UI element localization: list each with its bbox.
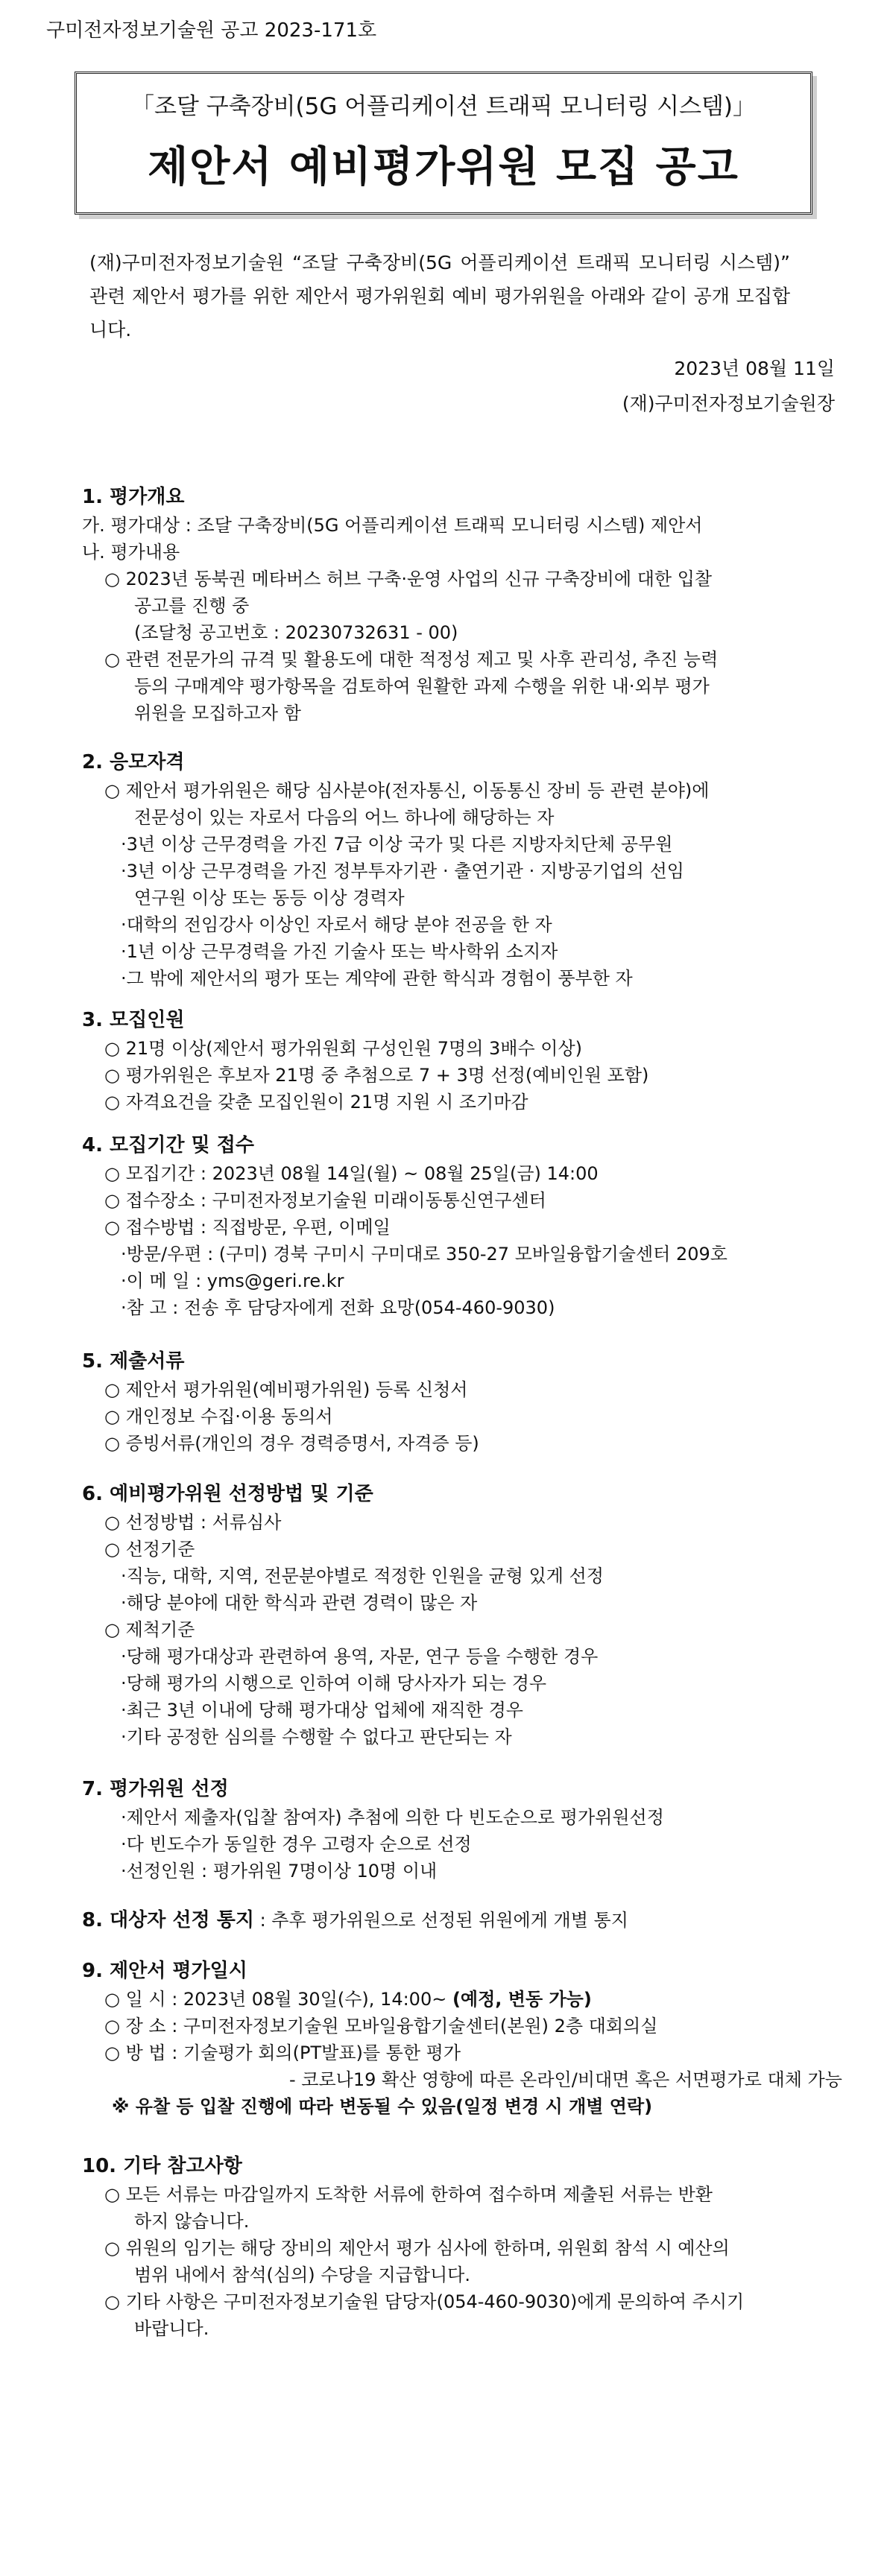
section-10-heading: 10. 기타 참고사항: [82, 2155, 242, 2177]
s2-item-e: ·1년 이상 근무경력을 가진 기술사 또는 박사학위 소지자: [121, 941, 558, 962]
s4-item-e: ·이 메 일 : yms@geri.re.kr: [121, 1270, 344, 1291]
s10-item-b1: ○ 위원의 임기는 해당 장비의 제안서 평가 심사에 한하며, 위원회 참석 시 예산의: [104, 2238, 730, 2259]
s4-item-a: ○ 모집기간 : 2023년 08월 14일(월) ~ 08월 25일(금) 14:00: [104, 1163, 599, 1184]
s9-item-a: [104, 1987, 592, 2012]
s9-item-b: ○ 장 소 : 구미전자정보기술원 모바일융합기술센터(본원) 2층 대회의실: [104, 2016, 658, 2037]
s10-item-c1: ○ 기타 사항은 구미전자정보기술원 담당자(054-460-9030)에게 문의하여 주시기: [104, 2291, 745, 2312]
s10-item-b2: 범위 내에서 참석(심의) 수당을 지급합니다.: [134, 2265, 470, 2285]
title-box: [75, 72, 812, 215]
s6-item-a: ○ 선정방법 : 서류심사: [104, 1512, 282, 1533]
s6-item-c: ·직능, 대학, 지역, 전문분야별로 적정한 인원을 균형 있게 선정: [121, 1566, 604, 1586]
section-8: [82, 1908, 628, 1933]
notice-date: 2023년 08월 11일: [674, 358, 835, 379]
s10-item-a1: ○ 모든 서류는 마감일까지 도착한 서류에 한하여 접수하며 제출된 서류는 반환: [104, 2184, 713, 2205]
notice-number: 구미전자정보기술원 공고 2023-171호: [46, 19, 377, 42]
s10-item-c2: 바랍니다.: [134, 2318, 209, 2339]
intro-paragraph: (재)구미전자정보기술원 “조달 구축장비(5G 어플리케이션 트래픽 모니터링 시스템)” 관련 제안서 평가를 위한 제안서 평가위원회 예비 평가위원을 아래와 같이 공개 모집합니다.: [89, 252, 790, 341]
s7-item-c: ·선정인원 : 평가위원 7명이상 10명 이내: [121, 1861, 438, 1882]
s1-item-c3: (조달청 공고번호 : 20230732631 - 00): [134, 622, 458, 643]
s6-item-b: ○ 선정기준: [104, 1539, 195, 1560]
page-title: 제안서 예비평가위원 모집 공고: [148, 143, 739, 192]
s8-text: : 추후 평가위원으로 선정된 위원에게 개별 통지: [253, 1910, 628, 1931]
s3-item-a: ○ 21명 이상(제안서 평가위원회 구성인원 7명의 3배수 이상): [104, 1038, 583, 1059]
s3-item-c: ○ 자격요건을 갖춘 모집인원이 21명 지원 시 조기마감: [104, 1092, 528, 1113]
s6-item-g: ·당해 평가의 시행으로 인하여 이해 당사자가 되는 경우: [121, 1673, 547, 1694]
s6-item-f: ·당해 평가대상과 관련하여 용역, 자문, 연구 등을 수행한 경우: [121, 1646, 599, 1667]
s6-item-d: ·해당 분야에 대한 학식과 관련 경력이 많은 자: [121, 1592, 478, 1613]
section-7-heading: 7. 평가위원 선정: [82, 1778, 229, 1800]
s7-item-b: ·다 빈도수가 동일한 경우 고령자 순으로 선정: [121, 1834, 472, 1855]
section-8-heading: 8. 대상자 선정 통지: [82, 1909, 254, 1931]
section-2-heading: 2. 응모자격: [82, 751, 185, 773]
section-6-heading: 6. 예비평가위원 선정방법 및 기준: [82, 1483, 373, 1505]
s1-item-a: 가. 평가대상 : 조달 구축장비(5G 어플리케이션 트래픽 모니터링 시스템) 제안서: [82, 515, 703, 536]
title-subtitle: 「조달 구축장비(5G 어플리케이션 트래픽 모니터링 시스템)」: [130, 93, 756, 120]
s1-item-d1: ○ 관련 전문가의 규격 및 활용도에 대한 적정성 제고 및 사후 관리성, 추진 능력: [104, 649, 719, 670]
s2-item-f: ·그 밖에 제안서의 평가 또는 계약에 관한 학식과 경험이 풍부한 자: [121, 968, 633, 989]
s3-item-b: ○ 평가위원은 후보자 21명 중 추첨으로 7 + 3명 선정(예비인원 포함): [104, 1065, 649, 1086]
s1-item-c1: ○ 2023년 동북권 메타버스 허브 구축·운영 사업의 신규 구축장비에 대한 입찰: [104, 569, 713, 589]
s9-notice: ※ 유찰 등 입찰 진행에 따라 변동될 수 있음(일정 변경 시 개별 연락): [112, 2096, 653, 2117]
s5-item-a: ○ 제안서 평가위원(예비평가위원) 등록 신청서: [104, 1379, 468, 1400]
s2-item-a2: 전문성이 있는 자로서 다음의 어느 하나에 해당하는 자: [134, 807, 555, 828]
section-5-heading: 5. 제출서류: [82, 1350, 185, 1373]
section-1-heading: 1. 평가개요: [82, 486, 185, 508]
s5-item-b: ○ 개인정보 수집·이용 동의서: [104, 1406, 333, 1427]
s9-item-a-note: (예정, 변동 가능): [452, 1989, 592, 2010]
s2-item-c2: 연구원 이상 또는 동등 이상 경력자: [134, 887, 405, 908]
s2-item-c1: ·3년 이상 근무경력을 가진 정부투자기관 · 출연기관 · 지방공기업의 선임: [121, 861, 684, 882]
s6-item-i: ·기타 공정한 심의를 수행할 수 없다고 판단되는 자: [121, 1727, 512, 1747]
s10-item-a2: 하지 않습니다.: [134, 2211, 250, 2232]
s2-item-b: ·3년 이상 근무경력을 가진 7급 이상 국가 및 다른 지방자치단체 공무원: [121, 834, 673, 855]
s5-item-c: ○ 증빙서류(개인의 경우 경력증명서, 자격증 등): [104, 1433, 479, 1454]
s4-item-d: ·방문/우편 : (구미) 경북 구미시 구미대로 350-27 모바일융합기술센터 209호: [121, 1244, 727, 1265]
section-9-heading: 9. 제안서 평가일시: [82, 1960, 247, 1982]
s6-item-e: ○ 제척기준: [104, 1619, 195, 1640]
section-3-heading: 3. 모집인원: [82, 1009, 185, 1031]
s9-item-c: ○ 방 법 : 기술평가 회의(PT발표)를 통한 평가: [104, 2042, 461, 2063]
s9-item-a-text: ○ 일 시 : 2023년 08월 30일(수), 14:00~: [104, 1989, 452, 2010]
s4-item-b: ○ 접수장소 : 구미전자정보기술원 미래이동통신연구센터: [104, 1190, 546, 1211]
section-4-heading: 4. 모집기간 및 접수: [82, 1134, 254, 1156]
s7-item-a: ·제안서 제출자(입찰 참여자) 추첨에 의한 다 빈도순으로 평가위원선정: [121, 1807, 664, 1828]
s1-item-d3: 위원을 모집하고자 함: [134, 703, 301, 724]
s1-item-d2: 등의 구매계약 평가항목을 검토하여 원활한 과제 수행을 위한 내·외부 평가: [134, 676, 710, 697]
s4-item-c: ○ 접수방법 : 직접방문, 우편, 이메일: [104, 1217, 391, 1238]
s9-item-d: - 코로나19 확산 영향에 따른 온라인/비대면 혹은 서면평가로 대체 가능: [289, 2069, 842, 2090]
s6-item-h: ·최근 3년 이내에 당해 평가대상 업체에 재직한 경우: [121, 1700, 523, 1721]
s2-item-d: ·대학의 전임강사 이상인 자로서 해당 분야 전공을 한 자: [121, 914, 552, 935]
issuer-name: (재)구미전자정보기술원장: [622, 393, 835, 414]
s1-item-c2: 공고를 진행 중: [134, 595, 250, 616]
s2-item-a1: ○ 제안서 평가위원은 해당 심사분야(전자통신, 이동통신 장비 등 관련 분야)에: [104, 780, 710, 801]
s1-item-b: 나. 평가내용: [82, 542, 180, 563]
s4-item-f: ·참 고 : 전송 후 담당자에게 전화 요망(054-460-9030): [121, 1297, 555, 1318]
